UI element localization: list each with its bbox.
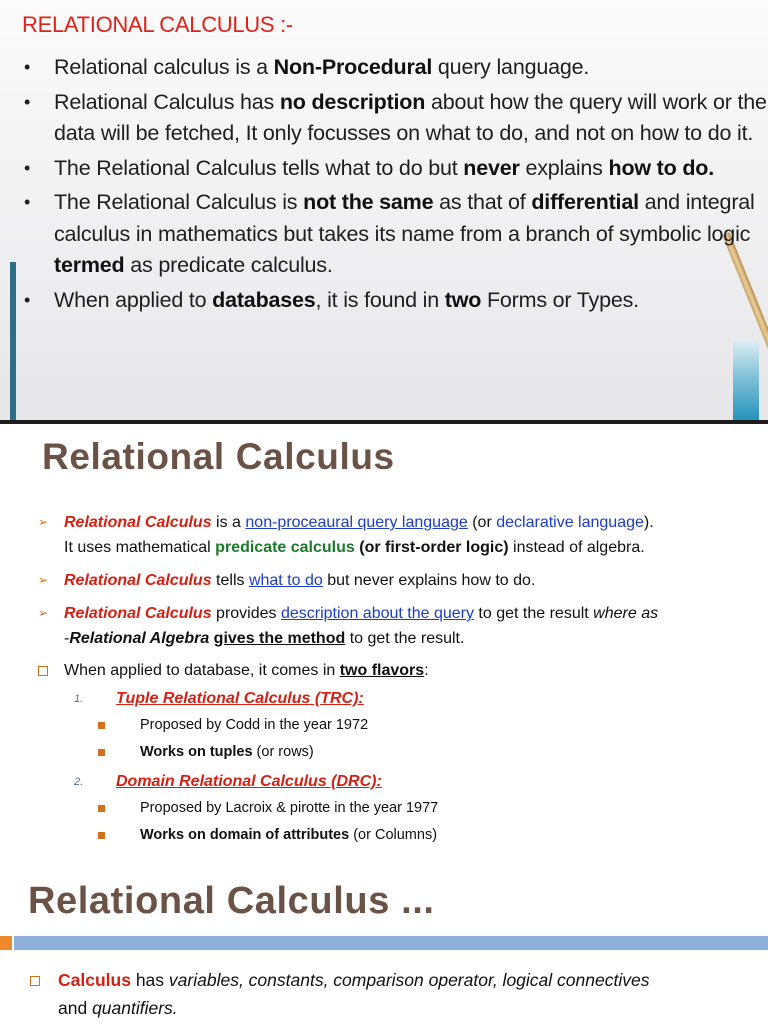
- text-components: variables, constants, comparison operator, logical connectives: [168, 970, 650, 990]
- text: Forms or Types.: [481, 287, 639, 312]
- text: tells: [211, 572, 249, 589]
- text: Relational calculus is a: [54, 55, 274, 79]
- drc-sub-item: [38, 822, 763, 849]
- list-item: [38, 510, 763, 560]
- text: ).: [643, 514, 654, 531]
- text: (or rows): [252, 744, 314, 760]
- arrow-bullet-icon: ➢: [38, 606, 49, 620]
- bold-text: never: [463, 155, 520, 180]
- text: (or Columns): [349, 827, 438, 843]
- list-item: [22, 87, 767, 150]
- term-declarative-language: declarative language: [496, 514, 644, 531]
- text: and: [58, 998, 93, 1018]
- bullet-icon: •: [24, 57, 31, 77]
- bold-text: termed: [54, 253, 125, 277]
- text: to get the result.: [345, 630, 465, 647]
- bold-text: not the same: [303, 190, 434, 214]
- text: (or: [467, 514, 497, 531]
- list-item: [22, 52, 767, 84]
- square-bullet-icon: [38, 666, 48, 676]
- term-relational-algebra: Relational Algebra: [69, 630, 210, 647]
- text: Proposed by Lacroix & pirotte in the year 1977: [140, 800, 439, 816]
- link-non-procedural[interactable]: non-proceaural query language: [245, 514, 468, 531]
- term-relational-calculus: Relational Calculus: [64, 572, 212, 589]
- text-gives-the-method: gives the method: [213, 630, 346, 647]
- text: and integral calculus in mathematics but takes its name from a branch of symbolic logic: [54, 190, 755, 246]
- trc-title: Tuple Relational Calculus (TRC):: [116, 690, 364, 707]
- text-works-on-domain: Works on domain of attributes: [140, 827, 350, 843]
- text: has: [130, 970, 169, 990]
- bold-text: differential: [531, 190, 639, 214]
- list-number: 2.: [74, 776, 84, 788]
- trc-heading: [38, 686, 763, 712]
- text: to get the result: [473, 605, 594, 622]
- text: instead of algebra.: [508, 539, 645, 556]
- slide-relational-calculus-continued: [0, 876, 768, 1024]
- text-quantifiers: quantifiers.: [92, 998, 178, 1018]
- text: is a: [211, 514, 246, 531]
- bullet-icon: •: [24, 91, 31, 112]
- list-item: [22, 187, 767, 282]
- square-bullet-icon: [98, 805, 105, 812]
- square-bullet-icon: [30, 976, 40, 986]
- term-relational-calculus: Relational Calculus: [64, 514, 212, 531]
- trc-sub-item: [38, 712, 763, 739]
- list-item-flavors: [38, 659, 763, 683]
- accent-orange-block: [0, 936, 12, 950]
- trc-sub-item: [38, 739, 763, 766]
- list-item: [30, 966, 768, 1022]
- text: -: [64, 630, 70, 647]
- slide2-title: Relational Calculus: [42, 436, 395, 477]
- decorative-teal-block: [10, 262, 16, 424]
- term-relational-calculus: Relational Calculus: [64, 605, 212, 622]
- drc-heading: [38, 769, 763, 795]
- text: The Relational Calculus tells what to do but: [54, 155, 464, 180]
- text: , it is found in: [315, 287, 445, 312]
- bullet-icon: •: [24, 289, 31, 310]
- text: about how the query will work or the data will be fetched, It only focusses on what to do, and not on how to do it.: [54, 89, 767, 145]
- text: :: [424, 662, 429, 679]
- bold-text: two: [444, 287, 482, 312]
- text-two-flavors: two flavors: [339, 662, 425, 679]
- term-predicate-calculus: predicate calculus: [215, 539, 355, 556]
- text: provides: [211, 605, 281, 622]
- list-item: [38, 568, 763, 593]
- slide-relational-calculus-flavors: [0, 424, 768, 876]
- text: Relational Calculus has: [54, 89, 280, 114]
- text: but never explains how to do.: [322, 572, 536, 589]
- slide1-bullet-list: [22, 52, 767, 319]
- text: query language.: [432, 55, 590, 79]
- bullet-icon: •: [24, 157, 31, 178]
- bullet-icon: •: [24, 192, 31, 212]
- list-number: 1.: [74, 693, 84, 705]
- square-bullet-icon: [98, 749, 105, 756]
- text: When applied to database, it comes in: [64, 662, 340, 679]
- link-description-about-query[interactable]: description about the query: [280, 605, 474, 622]
- text: as that of: [433, 190, 532, 214]
- slide-relational-calculus-intro: [0, 0, 768, 424]
- bold-text: how to do.: [608, 155, 714, 180]
- drc-sub-item: [38, 795, 763, 822]
- text: It uses mathematical: [64, 539, 216, 556]
- slide1-title: RELATIONAL CALCULUS :-: [22, 12, 293, 37]
- bold-text: databases: [212, 287, 316, 312]
- text: The Relational Calculus is: [54, 190, 304, 214]
- arrow-bullet-icon: ➢: [38, 515, 49, 529]
- text: When applied to: [54, 287, 213, 312]
- text-first-order-logic: (or first-order logic): [354, 539, 509, 556]
- text-works-on-tuples: Works on tuples: [140, 744, 253, 760]
- text: as predicate calculus.: [124, 253, 333, 277]
- arrow-bullet-icon: ➢: [38, 573, 49, 587]
- drc-title: Domain Relational Calculus (DRC):: [116, 773, 382, 790]
- bold-text: Non-Procedural: [273, 55, 433, 79]
- slide2-body: [38, 510, 763, 849]
- square-bullet-icon: [98, 832, 105, 839]
- list-item: [22, 153, 767, 185]
- text-where-as: where as: [593, 605, 659, 622]
- slide3-title: Relational Calculus ...: [28, 880, 435, 922]
- text: explains: [519, 155, 609, 180]
- list-item: [38, 601, 763, 651]
- text: Proposed by Codd in the year 1972: [140, 717, 369, 733]
- link-what-to-do[interactable]: what to do: [248, 572, 323, 589]
- accent-blue-bar: [14, 936, 768, 950]
- bold-text: no description: [279, 89, 426, 114]
- test-tube-illustration: [733, 340, 759, 424]
- square-bullet-icon: [98, 722, 105, 729]
- list-item: [22, 285, 767, 317]
- term-calculus: Calculus: [58, 970, 131, 990]
